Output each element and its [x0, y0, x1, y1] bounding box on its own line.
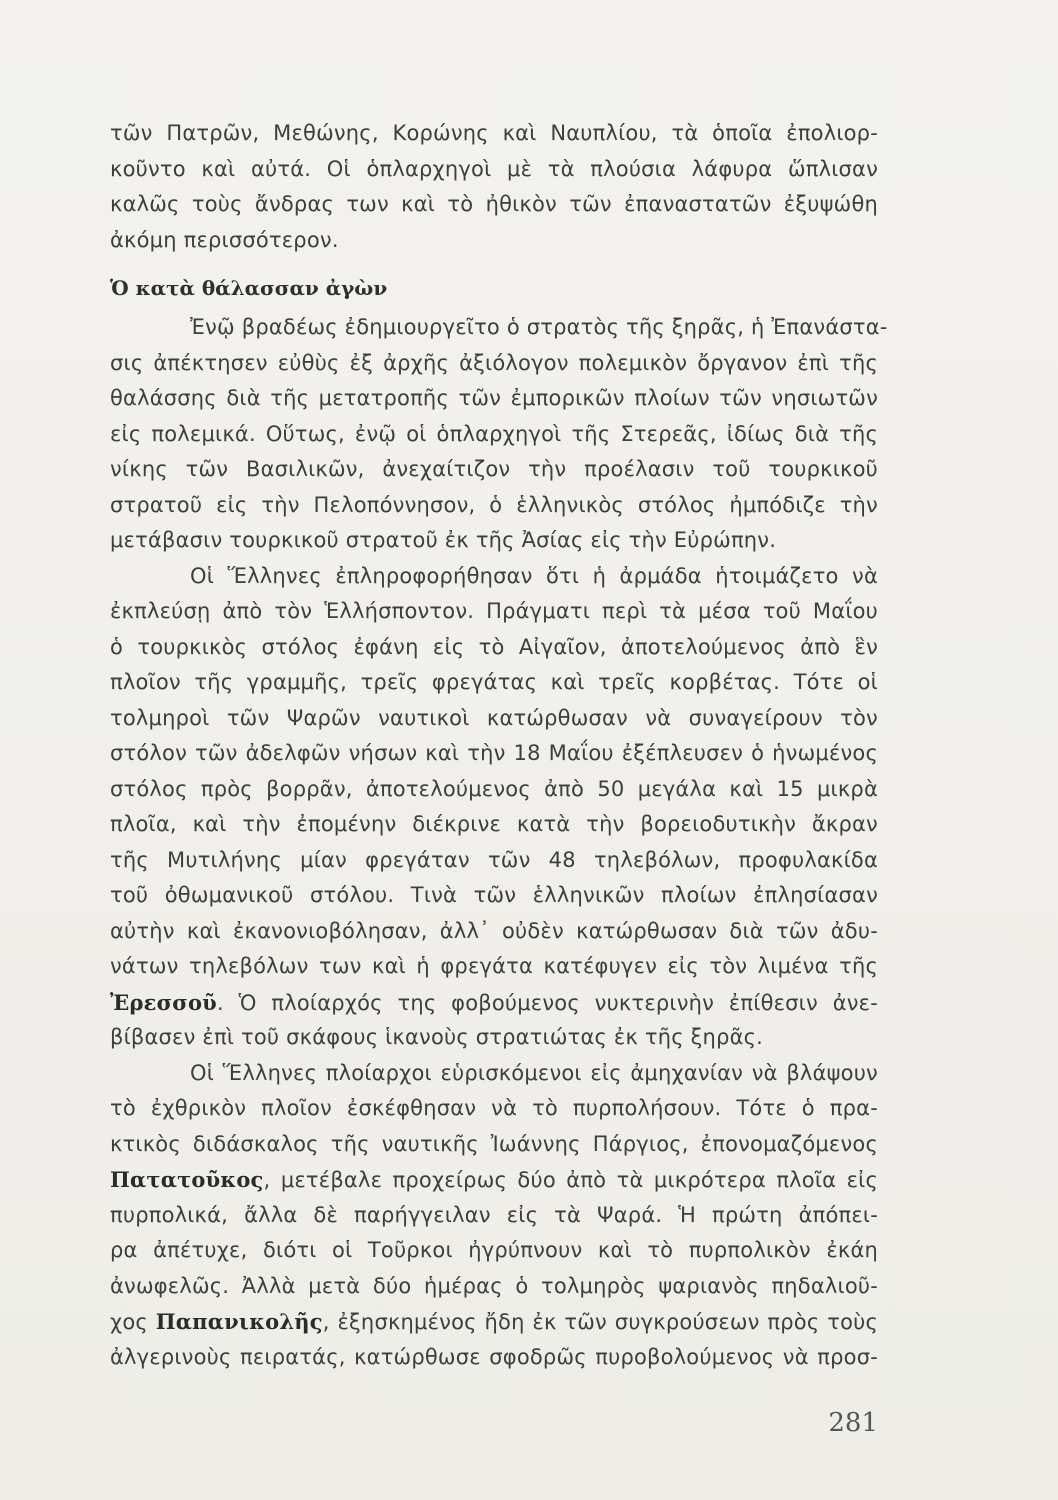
text-line: ἀκόμη περισσότερον. — [110, 227, 339, 252]
text-line — [110, 1304, 878, 1340]
page-text — [110, 116, 888, 1375]
text-line: τῶν Πατρῶν, Μεθώνης, Κορώνης καὶ Ναυπλίου, τὰ ὁποῖα ἐπολιορ- — [110, 121, 878, 145]
text-line: αὐτὴν καὶ ἐκανονιοβόλησαν, ἀλλ᾿ οὐδὲν κατώρθωσαν διὰ τῶν ἀδυ- — [110, 918, 878, 943]
text-line: θαλάσσης διὰ τῆς μετατροπῆς τῶν ἐμπορικῶν πλοίων τῶν νησιωτῶν — [110, 386, 878, 410]
text-line: ἀλγερινοὺς πειρατάς, κατώρθωσε σφοδρῶς πυροβολούμενος νὰ προσ- — [110, 1344, 878, 1369]
text-fragment: , μετέβαλε προχείρως δύο ἀπὸ τὰ μικρότερα πλοῖα εἰς — [263, 1168, 878, 1192]
bold-person-name: Πατατοῦκος — [110, 1167, 264, 1192]
text-fragment: , ἐξησκημένος ἤδη ἐκ τῶν συγκρούσεων πρὸς τοὺς — [322, 1310, 878, 1334]
text-line: καλῶς τοὺς ἄνδρας των καὶ τὸ ἠθικὸν τῶν ἐπαναστατῶν ἐξυψώθη — [110, 192, 878, 216]
section-heading: Ὁ κατὰ θάλασσαν ἀγὼν — [110, 276, 388, 300]
text-line: νίκης τῶν Βασιλικῶν, ἀνεχαίτιζον τὴν προέλασιν τοῦ τουρκικοῦ — [110, 457, 878, 481]
text-line: σις ἀπέκτησεν εὐθὺς ἐξ ἀρχῆς ἀξιόλογον πολεμικὸν ὄργανον ἐπὶ τῆς — [110, 350, 878, 375]
text-line: πλοῖον τῆς γραμμῆς, τρεῖς φρεγάτας καὶ τρεῖς κορβέτας. Τότε οἱ — [110, 670, 878, 694]
text-line: Ἐνῷ βραδέως ἐδημιουργεῖτο ὁ στρατὸς τῆς ξηρᾶς, ἡ Ἐπανάστα- — [190, 315, 888, 339]
text-fragment: χος — [110, 1310, 156, 1334]
page-number: 281 — [828, 1408, 878, 1438]
text-line: πυρπολικά, ἄλλα δὲ παρήγγειλαν εἰς τὰ Ψαρά. Ἡ πρώτη ἀπόπει- — [110, 1202, 878, 1227]
text-fragment: . Ὁ πλοίαρχός της φοβούμενος νυκτερινὴν ἐπίθεσιν ἀνε- — [216, 990, 878, 1015]
text-line: τὸ ἐχθρικὸν πλοῖον ἐσκέφθησαν νὰ τὸ πυρπολήσουν. Τότε ὁ πρα- — [110, 1096, 878, 1120]
text-line: τολμηροὶ τῶν Ψαρῶν ναυτικοὶ κατώρθωσαν νὰ συναγείρουν τὸν — [110, 705, 878, 730]
text-line: στόλος πρὸς βορρᾶν, ἀποτελούμενος ἀπὸ 50 μεγάλα καὶ 15 μικρὰ — [110, 776, 878, 801]
text-line: βίβασεν ἐπὶ τοῦ σκάφους ἱκανοὺς στρατιώτας ἐκ τῆς ξηρᾶς. — [110, 1025, 764, 1049]
bold-person-name: Παπανικολῆς — [155, 1309, 323, 1334]
text-line — [110, 985, 878, 1021]
text-line: ὁ τουρκικὸς στόλος ἐφάνη εἰς τὸ Αἰγαῖον, ἀποτελούμενος ἀπὸ ἓν — [110, 634, 878, 659]
text-line: κοῦντο καὶ αὐτά. Οἱ ὁπλαρχηγοὶ μὲ τὰ πλούσια λάφυρα ὥπλισαν — [110, 156, 878, 181]
text-line: Οἱ Ἕλληνες ἐπληροφορήθησαν ὅτι ἡ ἀρμάδα ἡτοιμάζετο νὰ — [190, 563, 878, 588]
text-line — [110, 1162, 878, 1198]
text-line: τῆς Μυτιλήνης μίαν φρεγάταν τῶν 48 τηλεβόλων, προφυλακίδα — [110, 847, 878, 872]
text-line: ἐκπλεύσῃ ἀπὸ τὸν Ἑλλήσποντον. Πράγματι περὶ τὰ μέσα τοῦ Μαΐου — [110, 599, 878, 623]
text-line: τοῦ ὀθωμανικοῦ στόλου. Τινὰ τῶν ἑλληνικῶν πλοίων ἐπλησίασαν — [110, 883, 878, 907]
text-line: πλοῖα, καὶ τὴν ἐπομένην διέκρινε κατὰ τὴν βορειοδυτικὴν ἄκραν — [110, 812, 878, 836]
text-line: κτικὸς διδάσκαλος τῆς ναυτικῆς Ἰωάννης Πάργιος, ἐπονομαζόμενος — [110, 1131, 878, 1156]
text-line: ρα ἀπέτυχε, διότι οἱ Τοῦρκοι ἠγρύπνουν καὶ τὸ πυρπολικὸν ἐκάη — [110, 1238, 878, 1262]
text-line: στόλον τῶν ἀδελφῶν νήσων καὶ τὴν 18 Μαΐου ἐξέπλευσεν ὁ ἡνωμένος — [110, 741, 878, 765]
bold-place-name: Ἐρεσσοῦ — [110, 989, 217, 1015]
text-line: Οἱ Ἕλληνες πλοίαρχοι εὑρισκόμενοι εἰς ἀμηχανίαν νὰ βλάψουν — [190, 1060, 878, 1085]
text-line: νάτων τηλεβόλων των καὶ ἡ φρεγάτα κατέφυγεν εἰς τὸν λιμένα τῆς — [110, 954, 878, 978]
text-line: εἰς πολεμικά. Οὕτως, ἐνῷ οἱ ὁπλαρχηγοὶ τῆς Στερεᾶς, ἰδίως διὰ τῆς — [110, 421, 878, 446]
text-line: ἀνωφελῶς. Ἀλλὰ μετὰ δύο ἡμέρας ὁ τολμηρὸς ψαριανὸς πηδαλιοῦ- — [110, 1273, 878, 1298]
text-line: στρατοῦ εἰς τὴν Πελοπόννησον, ὁ ἑλληνικὸς στόλος ἠμπόδιζε τὴν — [110, 492, 878, 517]
text-line: μετάβασιν τουρκικοῦ στρατοῦ ἐκ τῆς Ἀσίας εἰς τὴν Εὐρώπην. — [110, 528, 777, 552]
